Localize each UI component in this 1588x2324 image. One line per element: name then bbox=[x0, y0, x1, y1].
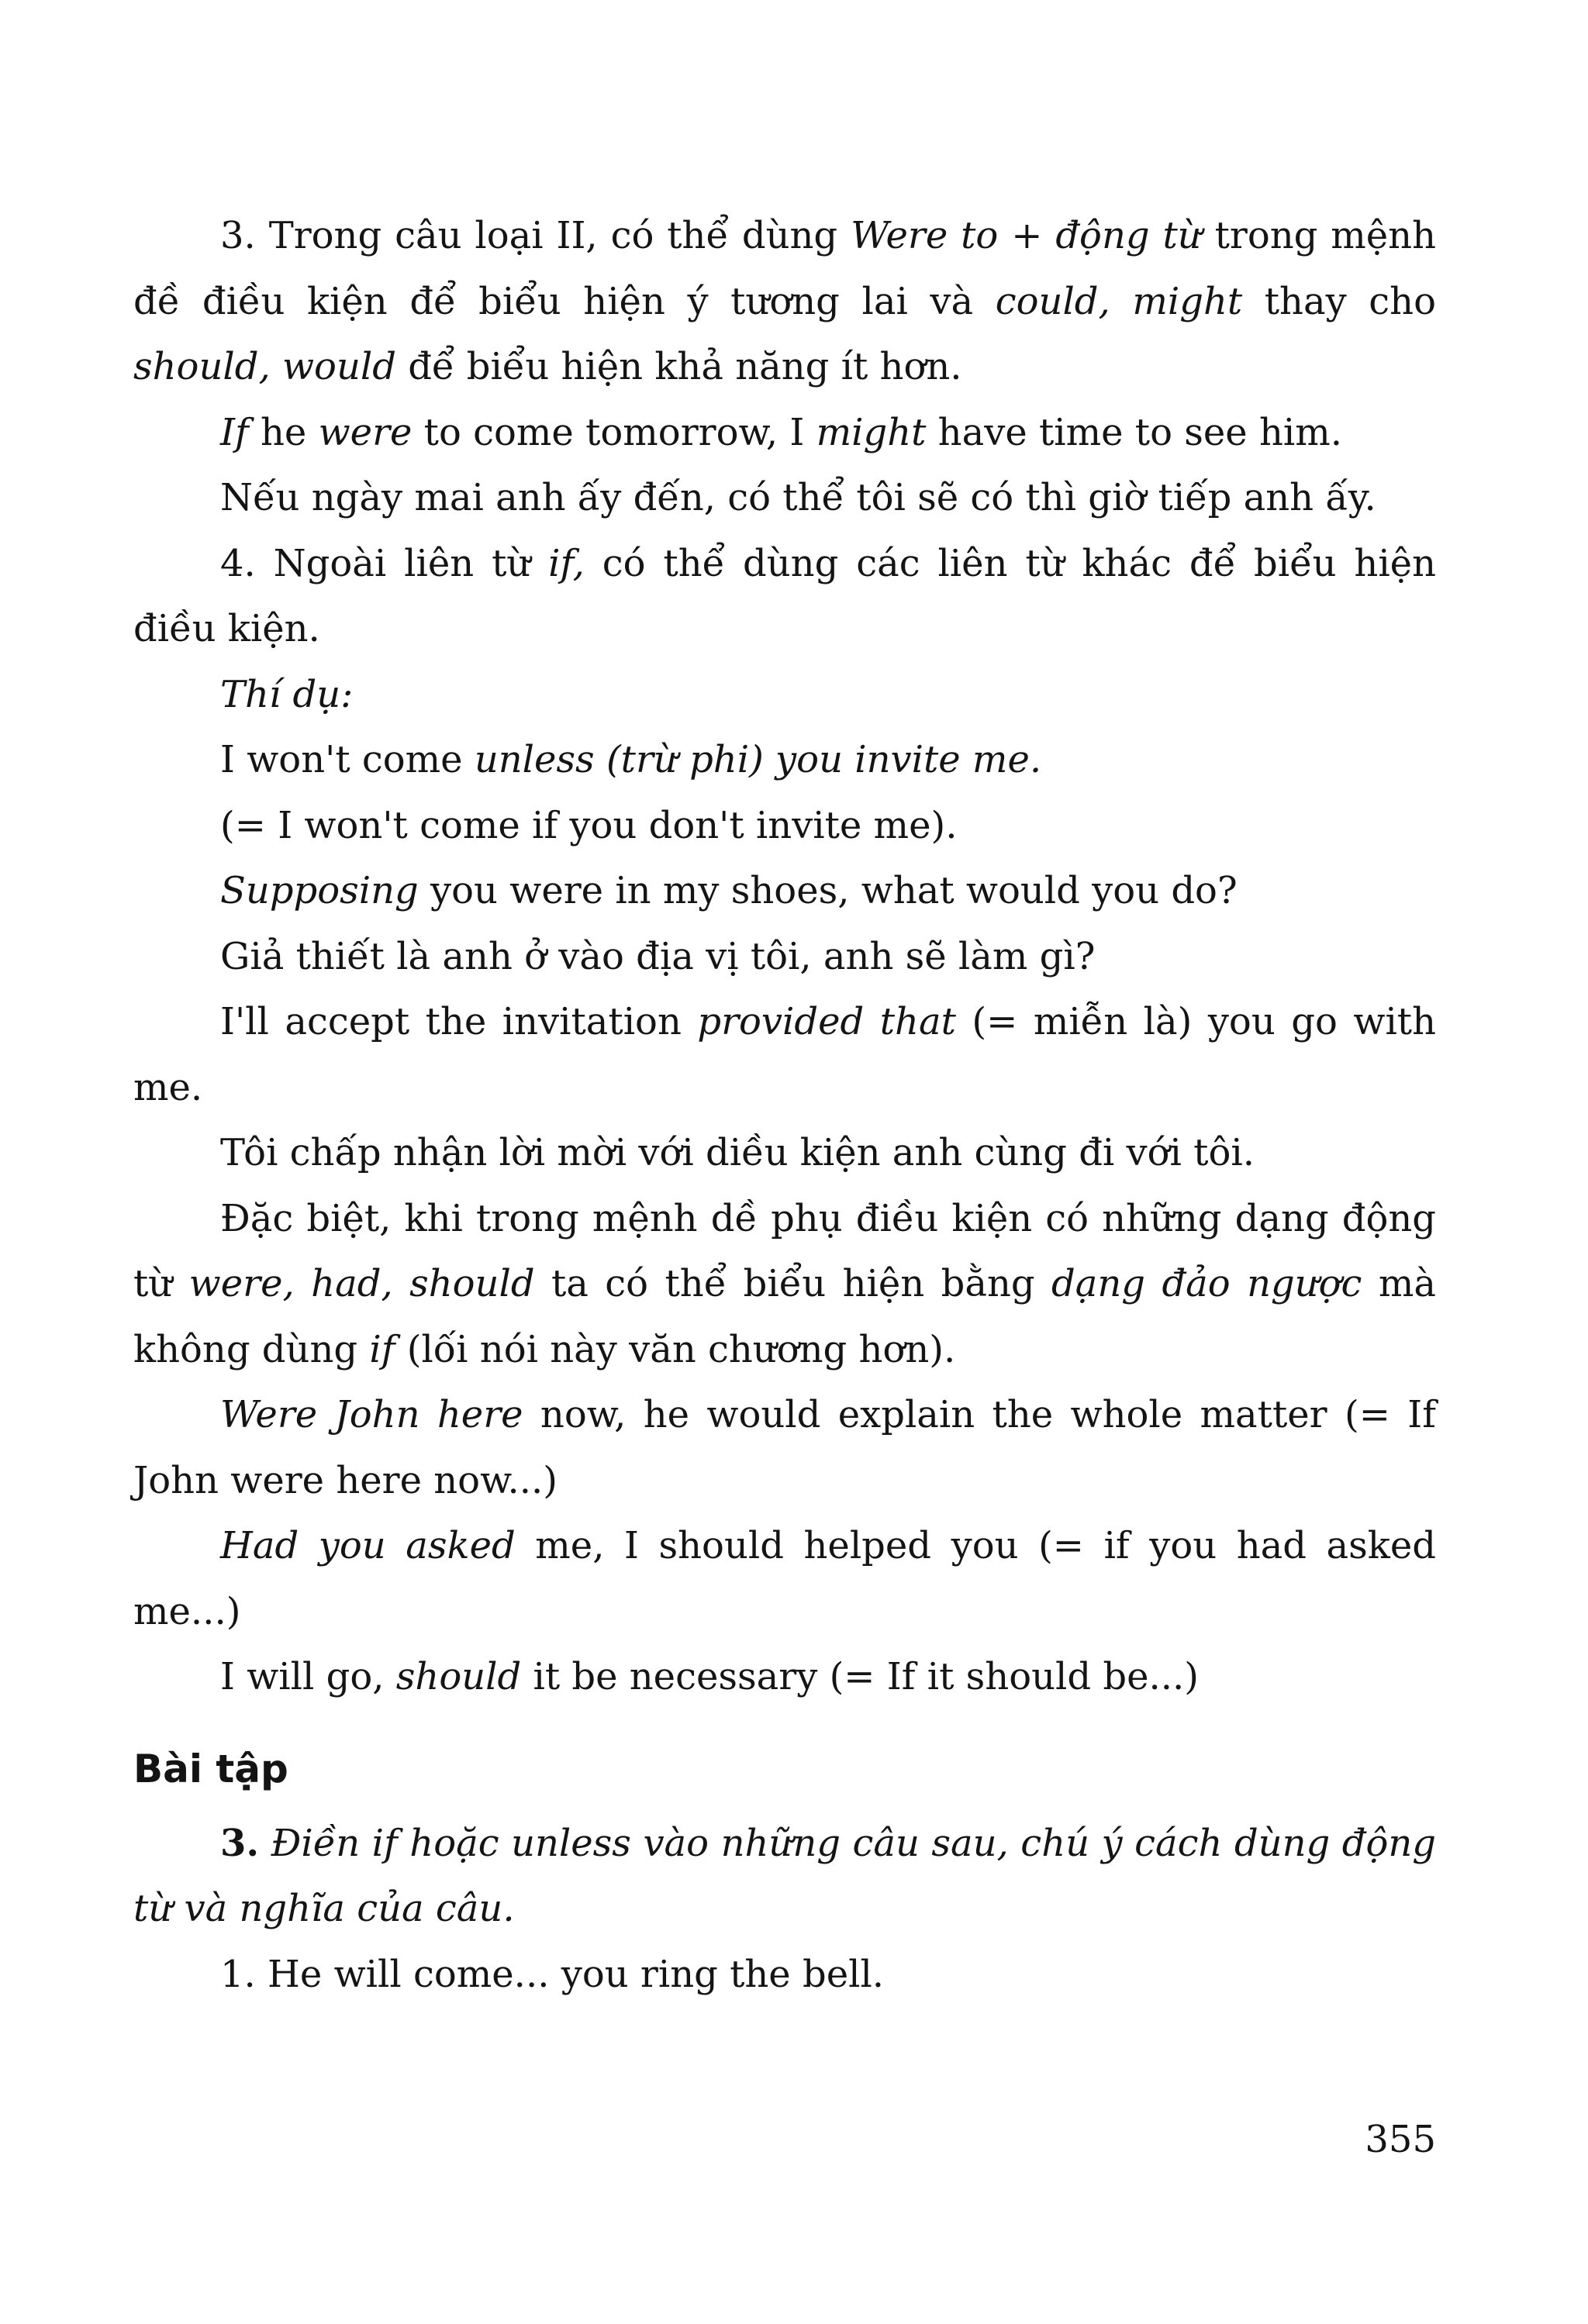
grammar-note-3: 3. Trong câu loại II, có thể dùng Were to + động từ trong mệnh đề điều kiện để biểu hiện ý tương lai và could, might thay cho should, would để biểu hiện khả năng ít hơn. bbox=[133, 214, 1437, 388]
example-translation: Giả thiết là anh ở vào địa vị tôi, anh sẽ làm gì? bbox=[220, 934, 1096, 978]
page-number: 355 bbox=[1365, 2118, 1436, 2161]
exercise-instruction: 3. Điền if hoặc unless vào những câu sau, chú ý cách dùng động từ và nghĩa của câu. bbox=[133, 1821, 1436, 1930]
grammar-note-4: 4. Ngoài liên từ if, có thể dùng các liên từ khác để biểu hiện điều kiện. bbox=[133, 541, 1436, 650]
example-sentence: I will go, should it be necessary (= If it should be...) bbox=[220, 1655, 1199, 1698]
exercise-heading: Bài tập bbox=[133, 1746, 288, 1791]
example-sentence: Supposing you were in my shoes, what would you do? bbox=[220, 869, 1238, 912]
example-sentence: Had you asked me, I should helped you (= if you had asked me...) bbox=[133, 1524, 1436, 1633]
emphasis: could, might bbox=[995, 279, 1243, 323]
example-label: Thí dụ: bbox=[220, 672, 354, 716]
page-body bbox=[133, 203, 1436, 2007]
example-sentence: I won't come unless (trừ phi) you invite me. bbox=[220, 738, 1042, 781]
emphasis: Were to + động từ bbox=[851, 214, 1202, 257]
example-translation: Tôi chấp nhận lời mời với diều kiện anh cùng đi với tôi. bbox=[220, 1131, 1255, 1174]
example-translation: Nếu ngày mai anh ấy đến, có thể tôi sẽ có thì giờ tiếp anh ấy. bbox=[220, 476, 1376, 519]
example-sentence: Were John here now, he would explain the whole matter (= If John were here now...) bbox=[133, 1393, 1436, 1502]
example-sentence: If he were to come tomorrow, I might have time to see him. bbox=[220, 410, 1342, 454]
special-case-note: Đặc biệt, khi trong mệnh dề phụ điều kiện có những dạng động từ were, had, should ta có thể biểu hiện bằng dạng đảo ngược mà không dùng if (lối nói này văn chương hơn). bbox=[133, 1196, 1437, 1371]
emphasis: should, would bbox=[133, 345, 396, 388]
example-note: (= I won't come if you don't invite me). bbox=[220, 803, 958, 847]
example-sentence: I'll accept the invitation provided that (= miễn là) you go with me. bbox=[133, 1000, 1437, 1109]
exercise-item: 1. He will come... you ring the bell. bbox=[220, 1952, 885, 1996]
